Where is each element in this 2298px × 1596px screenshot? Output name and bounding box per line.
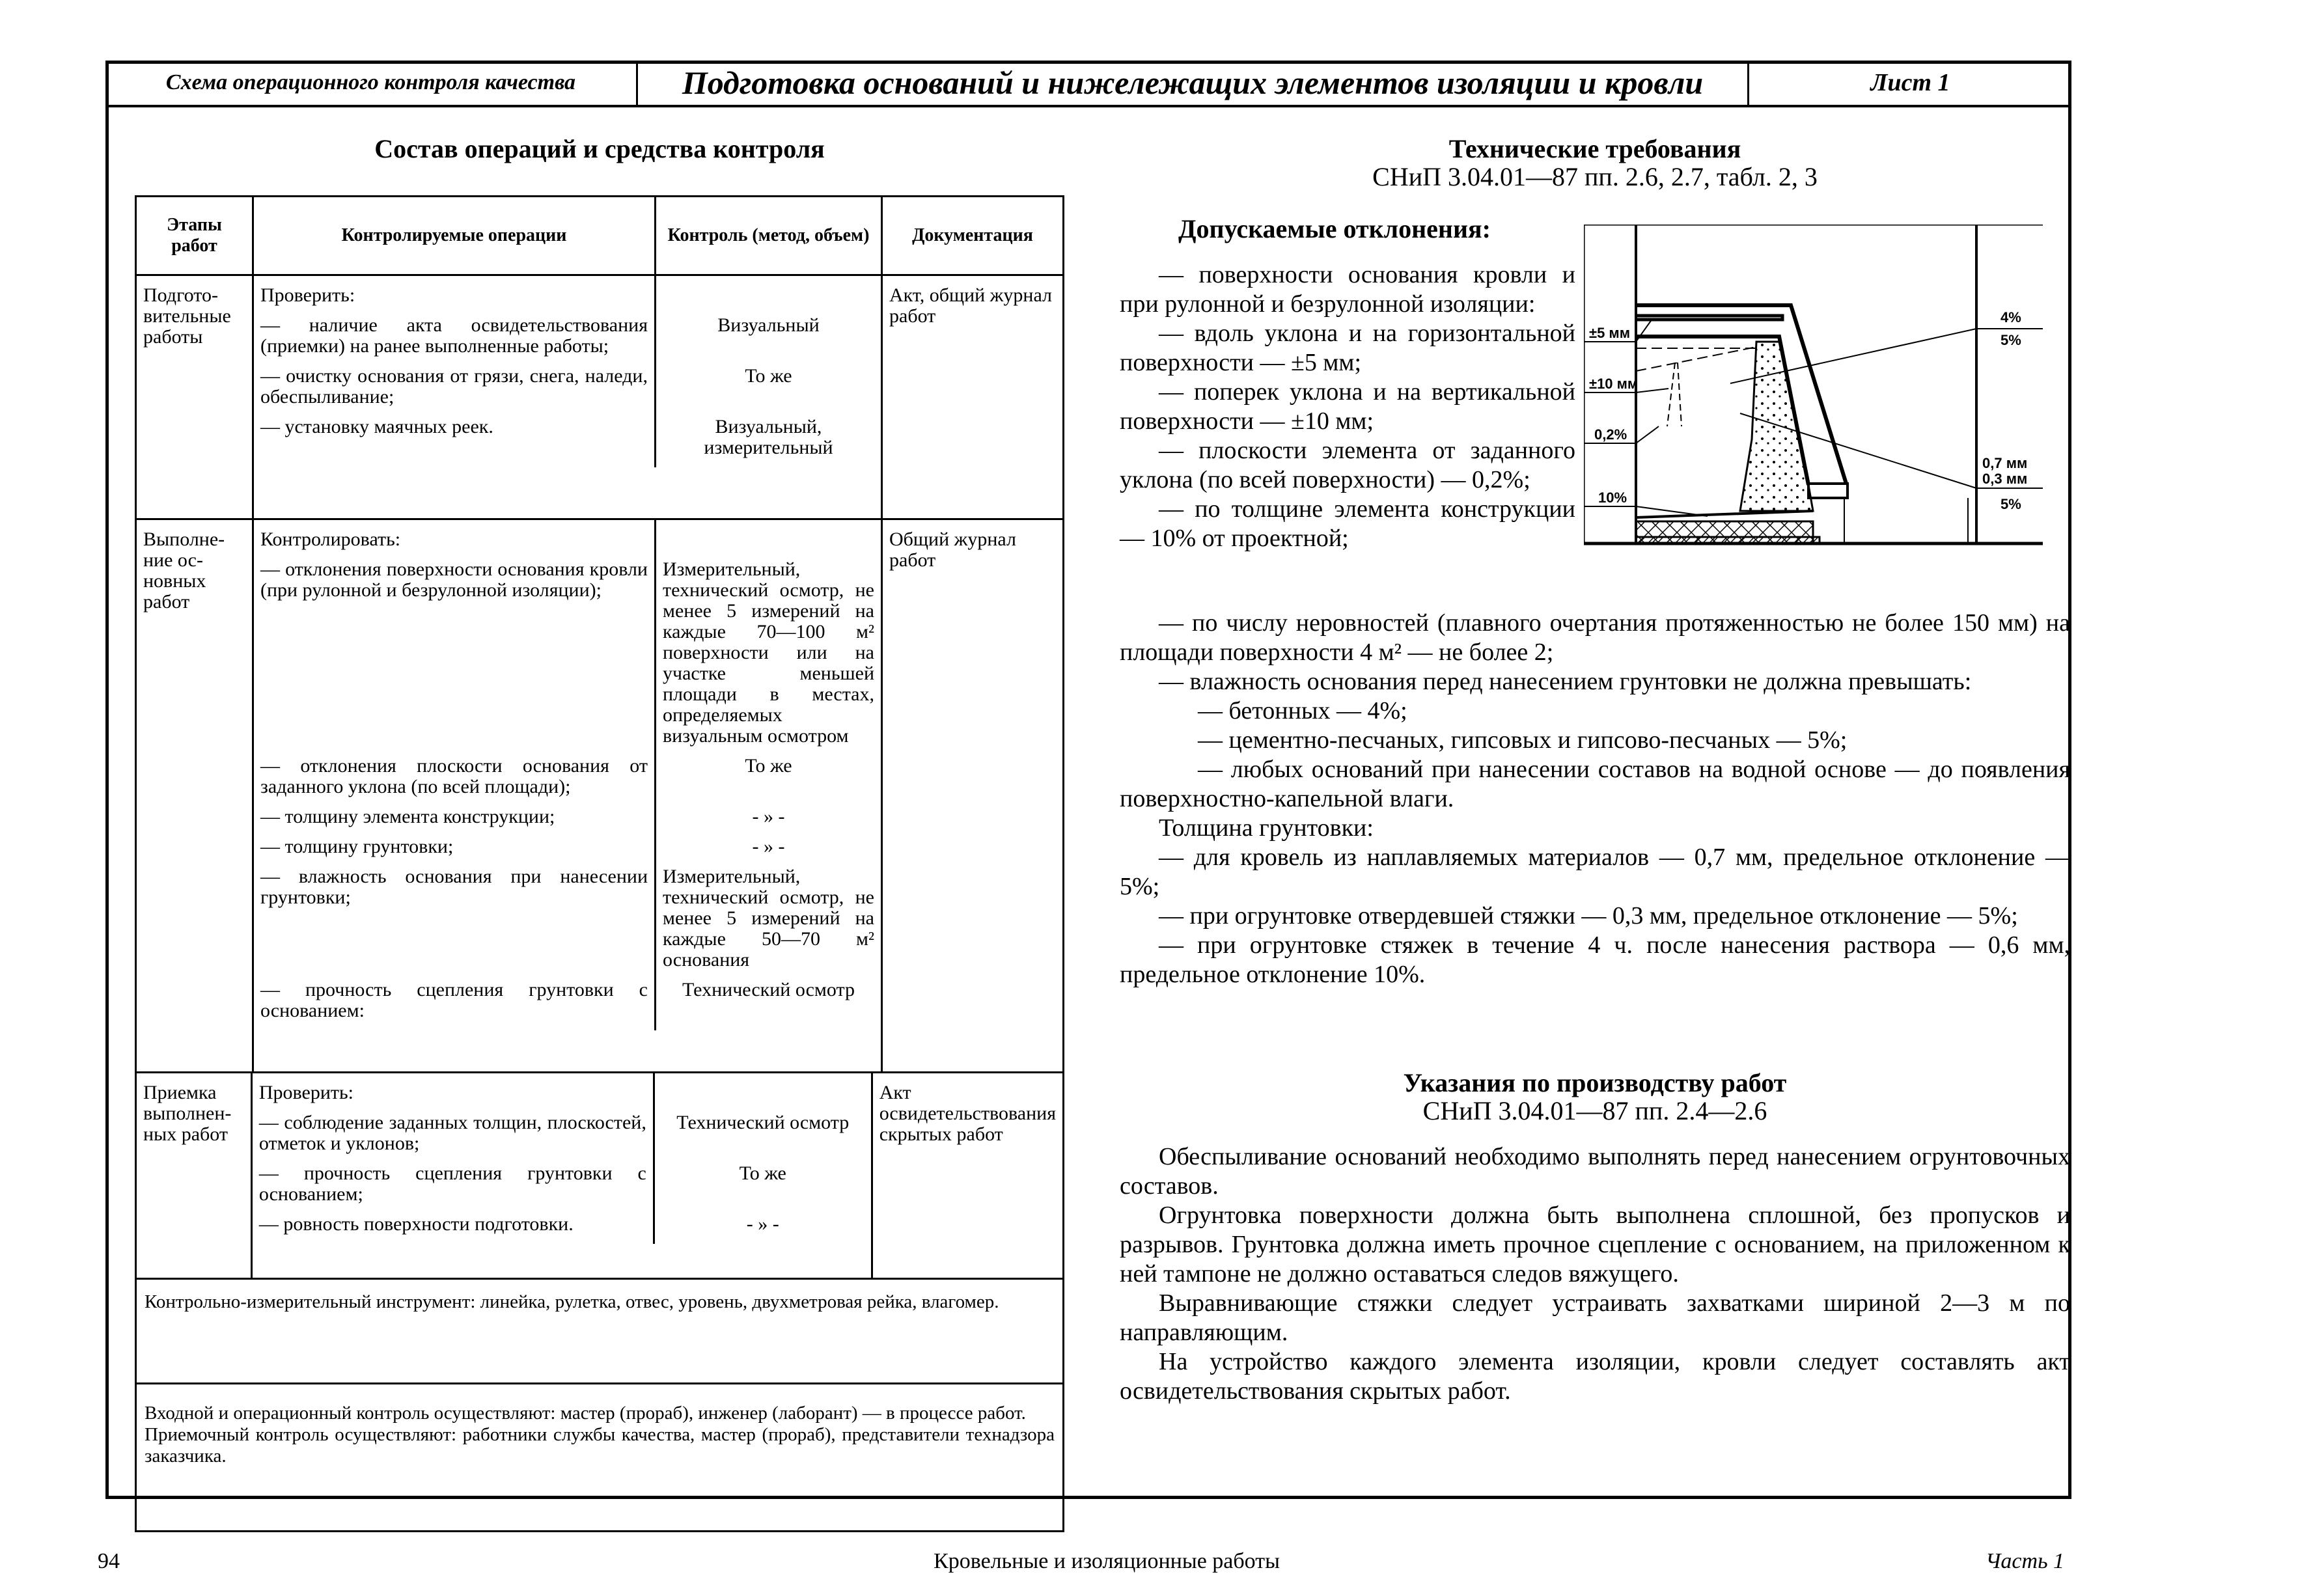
control-note-1: Входной и операционный контроль осуществляют: мастер (прораб), инженер (лаборант) — в процессе работ. — [145, 1403, 1026, 1424]
table-row — [254, 315, 881, 366]
primer-item: — при огрунтовке стяжек в течение 4 ч. после нанесения раствора — 0,6 мм, предельное отклонение 10%. — [1120, 931, 2070, 988]
stage-name: Приемка выполнен-ных работ — [137, 1073, 253, 1278]
diagram-label-5mm: ±5 мм — [1589, 325, 1630, 341]
diagram-label-5pct-bottom: 5% — [2000, 496, 2021, 512]
table-row — [254, 756, 881, 806]
col-header-documentation: Документация — [912, 225, 1033, 245]
operations-section-title: Состав операций и средства контроля — [374, 134, 825, 163]
instruction-paragraph: Огрунтовка поверхности должна быть выполнена сплошной, без пропусков и разрывов. Грунтовка должна иметь прочное сцепление с основанием, на приложенном к ней тампоне не должно оставаться следов вяжущего. — [1120, 1202, 2070, 1287]
control-method: Измерительный, технический осмотр, не менее 5 измерений на каждые 70—100 м² поверхности или на участке меньшей площади в местах, определяемых визуальным осмотром — [663, 558, 874, 747]
col-header-stages: Этапы работ — [137, 197, 254, 274]
instruction-paragraph: На устройство каждого элемента изоляции, кровли следует составлять акт освидетельствования скрытых работ. — [1120, 1348, 2070, 1405]
spacer — [656, 520, 881, 559]
control-method: То же — [739, 1163, 786, 1184]
control-method: Технический осмотр — [676, 1112, 850, 1133]
stage-name: Выполне-ние ос-новных работ — [137, 520, 254, 1071]
deviation-item: — плоскости элемента от заданного уклона (по всей поверхности) — 0,2%; — [1120, 437, 1575, 493]
control-method: Измерительный, технический осмотр, не менее 5 измерений на каждые 50—70 м² основания — [663, 866, 874, 970]
table-row — [254, 866, 881, 980]
table-row — [254, 559, 881, 756]
operation-text: — прочность сцепления грунтовки с основанием; — [253, 1163, 655, 1214]
control-method: Визуальный — [717, 314, 820, 336]
stage-documentation: Акт, общий журнал работ — [889, 284, 1053, 327]
stage-intro: Проверить: — [254, 276, 656, 315]
operation-text: — ровность поверхности подготовки. — [253, 1214, 655, 1244]
tech-requirements-ref: СНиП 3.04.01—87 пп. 2.6, 2.7, табл. 2, 3 — [1372, 162, 1818, 191]
instruments-note: Контрольно-измерительный инструмент: линейка, рулетка, отвес, уровень, двухметровая рейка, влагомер. — [137, 1278, 1062, 1383]
control-method: - » - — [746, 1213, 779, 1235]
diagram-label-4pct: 4% — [2000, 309, 2021, 325]
operations-table — [135, 195, 1064, 1532]
deviations-title: Допускаемые отклонения: — [1178, 214, 1491, 243]
operation-text: — толщину элемента конструкции; — [254, 806, 656, 836]
instruction-paragraph: Выравнивающие стяжки следует устраивать захватками шириной 2—3 м по направляющим. — [1120, 1289, 2070, 1346]
stage-documentation: Общий журнал работ — [889, 529, 1016, 571]
table-row — [253, 1163, 871, 1214]
stage-block-acceptance — [137, 1071, 1062, 1278]
header-bar — [105, 61, 2071, 107]
instructions-ref: СНиП 3.04.01—87 пп. 2.4—2.6 — [1422, 1096, 1767, 1125]
col-header-operations: Контролируемые операции — [254, 197, 656, 274]
scheme-label: Схема операционного контроля качества — [105, 61, 638, 105]
deviation-item: — поверхности основания кровли и при рулонной и безрулонной изоляции: — [1120, 261, 1575, 318]
page-number: 94 — [98, 1549, 120, 1573]
operation-text: — очистку основания от грязи, снега, наледи, обеспыливание; — [254, 366, 656, 417]
instruction-paragraph: Обеспыливание оснований необходимо выполнять перед нанесением огрунтовочных составов. — [1120, 1143, 2070, 1200]
diagram-label-5pct-top: 5% — [2000, 332, 2021, 348]
table-header-row — [137, 197, 1062, 274]
deviation-item: — вдоль уклона и на горизонтальной поверхности — ±5 мм; — [1120, 320, 1575, 376]
page-title: Подготовка оснований и нижележащих элементов изоляции и кровли — [638, 61, 1749, 105]
deviation-item: — поперек уклона и на вертикальной поверхности — ±10 мм; — [1120, 378, 1575, 435]
spacer — [656, 276, 881, 315]
table-row — [254, 980, 881, 1030]
stage-intro: Контролировать: — [254, 520, 656, 559]
diagram-label-03mm: 0,3 мм — [1982, 471, 2028, 487]
control-method: То же — [745, 365, 792, 387]
control-note-2: Приемочный контроль осуществляют: работники службы качества, мастер (прораб), представители технадзора заказчика. — [145, 1424, 1055, 1466]
operation-text: — установку маячных реек. — [254, 417, 656, 467]
operation-text: — толщину грунтовки; — [254, 836, 656, 866]
operation-text: — наличие акта освидетельствования (приемки) на ранее выполненные работы; — [254, 315, 656, 366]
control-method: Визуальный, измерительный — [704, 416, 833, 458]
primer-item: — при огрунтовке отвердевшей стяжки — 0,3 мм, предельное отклонение — 5%; — [1159, 902, 2018, 929]
sheet-number: Лист 1 — [1870, 69, 1950, 96]
book-title: Кровельные и изоляционные работы — [934, 1549, 1280, 1573]
operation-text: — отклонения поверхности основания кровли (при рулонной и безрулонной изоляции); — [254, 559, 656, 756]
stage-rows — [254, 276, 883, 518]
deviations-list-narrow — [1120, 260, 1575, 553]
control-method: - » - — [752, 806, 785, 827]
operation-text: — отклонения плоскости основания от заданного уклона (по всей площади); — [254, 756, 656, 806]
operation-text: — прочность сцепления грунтовки с основанием: — [254, 980, 656, 1030]
moisture-item: — цементно-песчаных, гипсовых и гипсово-песчаных — 5%; — [1198, 726, 1848, 754]
stage-name: Подгото-вительные работы — [137, 276, 254, 518]
table-row — [253, 1214, 871, 1244]
control-method: Технический осмотр — [682, 979, 855, 1000]
stage-block-preparatory — [137, 274, 1062, 518]
stage-rows — [253, 1073, 873, 1278]
table-row — [254, 836, 881, 866]
tech-requirements-title: Технические требования — [1448, 134, 1741, 163]
diagram-label-07mm: 0,7 мм — [1982, 455, 2028, 471]
col-header-control: Контроль (метод, объем) — [656, 197, 883, 274]
primer-item: — для кровель из наплавляемых материалов — 0,7 мм, предельное отклонение — 5%; — [1120, 844, 2070, 900]
operation-text: — соблюдение заданных толщин, плоскостей, отметок и уклонов; — [253, 1112, 655, 1163]
instructions-title: Указания по производству работ — [1403, 1068, 1787, 1097]
deviation-item: — по толщине элемента конструкции — 10% от проектной; — [1120, 495, 1575, 552]
diagram-label-10mm: ±10 мм — [1589, 376, 1639, 392]
operation-text: — влажность основания при нанесении грунтовки; — [254, 866, 656, 980]
moisture-item: — бетонных — 4%; — [1198, 697, 1407, 724]
stage-block-main-works — [137, 518, 1062, 1071]
control-method: - » - — [752, 836, 785, 857]
book-part: Часть 1 — [1986, 1549, 2065, 1573]
stage-rows — [254, 520, 883, 1071]
control-responsibility-note — [137, 1383, 1062, 1530]
roof-base-section-diagram — [1584, 225, 2043, 570]
diagram-label-10pct: 10% — [1598, 489, 1627, 506]
deviation-item: — по числу неровностей (плавного очертания протяженностью не более 150 мм) на площади поверхности 4 м² — не более 2; — [1120, 609, 2070, 666]
spacer — [655, 1073, 871, 1112]
deviations-list-wide — [1120, 609, 2070, 989]
stage-documentation: Акт освидетельствования скрытых работ — [879, 1082, 1057, 1145]
table-row — [254, 417, 881, 467]
deviation-item: — влажность основания перед нанесением грунтовки не должна превышать: — [1159, 668, 1972, 695]
table-row — [254, 806, 881, 836]
stage-intro: Проверить: — [253, 1073, 655, 1112]
diagram-label-02pct: 0,2% — [1594, 426, 1627, 443]
table-row — [253, 1112, 871, 1163]
control-method: То же — [745, 755, 792, 777]
table-row — [254, 366, 881, 417]
primer-title: Толщина грунтовки: — [1159, 814, 1374, 842]
moisture-item: — любых оснований при нанесении составов на водной основе — до появления поверхностно-капельной влаги. — [1120, 756, 2070, 812]
instructions-text — [1120, 1142, 2070, 1406]
